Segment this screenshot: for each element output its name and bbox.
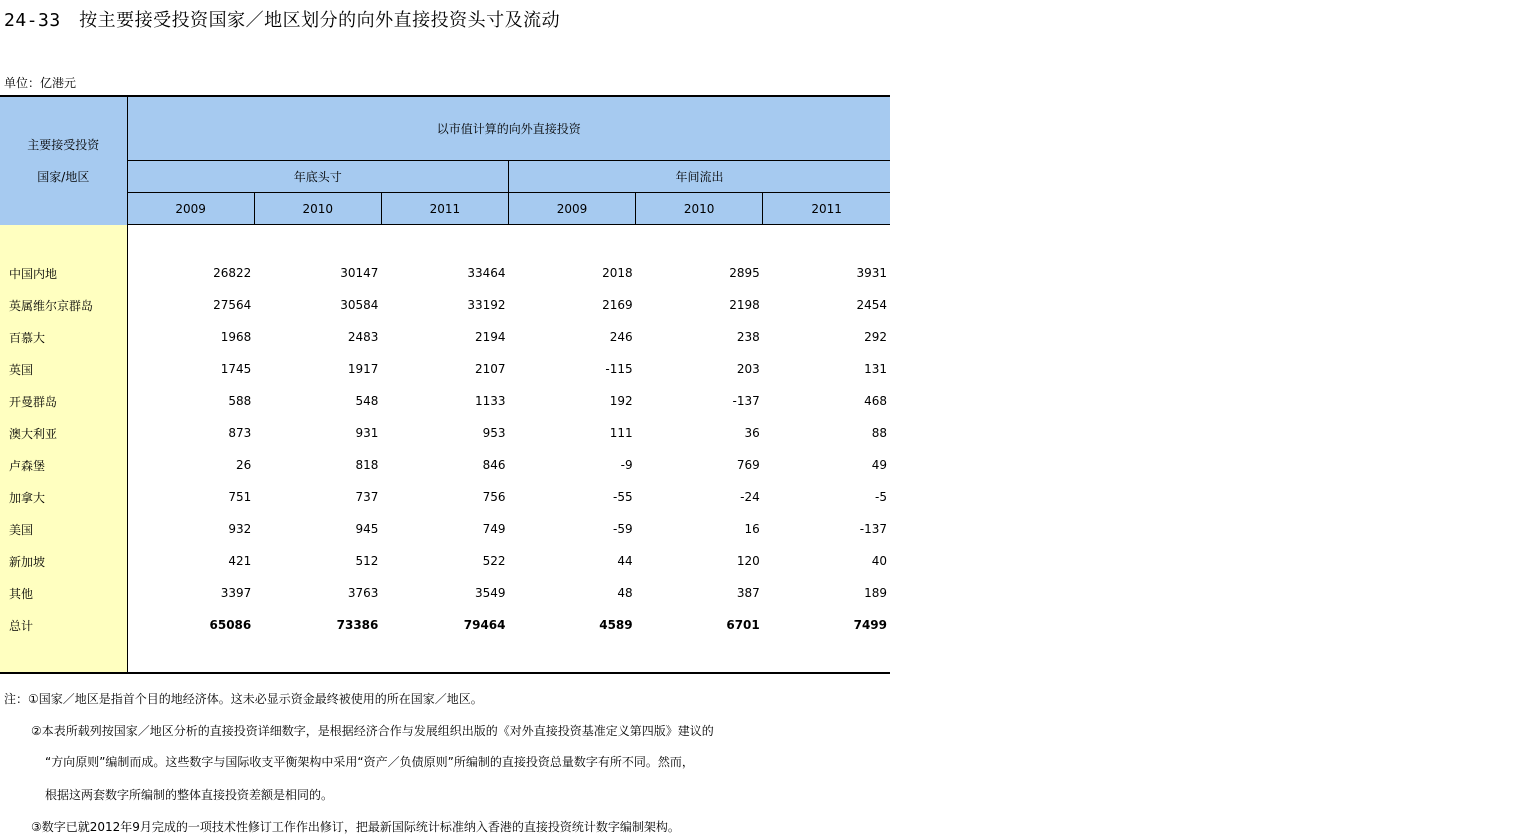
group-header-flow: 年间流出	[509, 161, 891, 193]
value-cell: 3397	[220, 586, 252, 600]
table-row	[0, 385, 890, 417]
year-header: 2011	[381, 193, 508, 225]
value-cell: 2198	[729, 298, 760, 312]
table-row	[0, 577, 890, 609]
value-cell: 131	[864, 362, 887, 376]
total-cell: 73386	[336, 618, 379, 632]
total-cell: 65086	[209, 618, 252, 632]
value-cell: 756	[482, 490, 506, 504]
value-cell: 2194	[474, 330, 506, 344]
unit-label: 单位：亿港元	[4, 76, 77, 90]
value-cell: -5	[875, 490, 887, 504]
value-cell: 769	[736, 458, 760, 472]
value-cell: 36	[744, 426, 760, 440]
value-cell: 588	[228, 394, 252, 408]
table-row	[0, 289, 890, 321]
corner-header-line2: 国家/地区	[37, 169, 90, 184]
value-cell: -9	[620, 458, 633, 472]
total-cell: 79464	[463, 618, 506, 632]
value-cell: 88	[871, 426, 887, 440]
table-row	[0, 257, 890, 289]
value-cell: 1745	[220, 362, 252, 376]
value-cell: 387	[736, 586, 760, 600]
value-cell: 1968	[220, 330, 252, 344]
note-2-cont: 根据这两套数字所编制的整体直接投资差额是相同的。	[45, 788, 334, 802]
value-cell: 846	[482, 458, 506, 472]
value-cell: 751	[228, 490, 252, 504]
group-header-main: 以市值计算的向外直接投资	[127, 96, 890, 161]
value-cell: 468	[864, 394, 887, 408]
table-row	[0, 481, 890, 513]
value-cell: 33464	[467, 266, 506, 280]
value-cell: 16	[744, 522, 760, 536]
value-cell: -137	[732, 394, 760, 408]
spacer-row	[0, 225, 890, 258]
year-header: 2009	[127, 193, 254, 225]
group-header-stock: 年底头寸	[127, 161, 508, 193]
year-header: 2010	[254, 193, 381, 225]
value-cell: 48	[617, 586, 633, 600]
table-row	[0, 417, 890, 449]
table-row	[0, 353, 890, 385]
value-cell: 203	[736, 362, 760, 376]
value-cell: 189	[864, 586, 887, 600]
value-cell: 2018	[602, 266, 633, 280]
value-cell: 749	[482, 522, 506, 536]
row-label: 百慕大	[0, 321, 127, 353]
value-cell: 30584	[340, 298, 379, 312]
table-row	[0, 321, 890, 353]
row-label: 其他	[0, 577, 127, 609]
value-cell: 2483	[347, 330, 379, 344]
value-cell: 2169	[602, 298, 633, 312]
year-header: 2009	[509, 193, 636, 225]
value-cell: -55	[613, 490, 633, 504]
value-cell: 44	[617, 554, 633, 568]
value-cell: 3549	[474, 586, 506, 600]
value-cell: 120	[736, 554, 760, 568]
total-cell: 4589	[599, 618, 633, 632]
value-cell: 512	[355, 554, 379, 568]
total-row	[0, 609, 890, 641]
value-cell: 818	[355, 458, 379, 472]
value-cell: 192	[609, 394, 633, 408]
value-cell: 1917	[347, 362, 379, 376]
note-3: ③数字已就2012年9月完成的一项技术性修订工作作出修订，把最新国际统计标准纳入香港的直接投资统计数字编制架构。	[31, 820, 680, 834]
year-header: 2010	[636, 193, 763, 225]
value-cell: 931	[355, 426, 379, 440]
value-cell: 522	[482, 554, 506, 568]
value-cell: 30147	[340, 266, 379, 280]
year-header: 2011	[763, 193, 890, 225]
value-cell: -24	[740, 490, 760, 504]
row-label: 美国	[0, 513, 127, 545]
value-cell: 548	[355, 394, 379, 408]
value-cell: 1133	[474, 394, 506, 408]
row-label: 开曼群岛	[0, 385, 127, 417]
value-cell: 932	[228, 522, 252, 536]
value-cell: 238	[736, 330, 760, 344]
value-cell: 33192	[467, 298, 506, 312]
value-cell: 111	[609, 426, 633, 440]
value-cell: -59	[613, 522, 633, 536]
row-label: 澳大利亚	[0, 417, 127, 449]
row-label: 英国	[0, 353, 127, 385]
total-label: 总计	[0, 609, 127, 641]
value-cell: 2454	[856, 298, 887, 312]
row-label: 新加坡	[0, 545, 127, 577]
value-cell: 26	[235, 458, 252, 472]
value-cell: -137	[859, 522, 887, 536]
value-cell: 421	[228, 554, 252, 568]
row-label: 中国内地	[0, 257, 127, 289]
table-row	[0, 545, 890, 577]
table-row	[0, 449, 890, 481]
spacer-row	[0, 641, 890, 673]
total-cell: 7499	[853, 618, 887, 632]
corner-header	[0, 96, 127, 225]
table-row	[0, 513, 890, 545]
value-cell: 737	[355, 490, 379, 504]
value-cell: 945	[355, 522, 379, 536]
total-cell: 6701	[726, 618, 760, 632]
page-title: 24-33 按主要接受投资国家／地区划分的向外直接投资头寸及流动	[4, 10, 561, 31]
note-2-cont: “方向原则”编制而成。这些数字与国际收支平衡架构中采用“资产／负债原则”所编制的直接投资总量数字有所不同。然而，	[45, 755, 694, 769]
value-cell: 3763	[347, 586, 379, 600]
value-cell: 246	[609, 330, 633, 344]
value-cell: -115	[605, 362, 633, 376]
corner-header-line1: 主要接受投资	[27, 137, 100, 152]
investment-table	[0, 95, 890, 674]
row-label: 英属维尔京群岛	[0, 289, 127, 321]
value-cell: 3931	[856, 266, 887, 280]
value-cell: 26822	[213, 266, 252, 280]
value-cell: 49	[871, 458, 887, 472]
note-2: ②本表所载列按国家／地区分析的直接投资详细数字，是根据经济合作与发展组织出版的《对外直接投资基准定义第四版》建议的	[31, 724, 714, 738]
value-cell: 2895	[729, 266, 760, 280]
value-cell: 873	[228, 426, 252, 440]
row-label: 加拿大	[0, 481, 127, 513]
row-label: 卢森堡	[0, 449, 127, 481]
value-cell: 953	[482, 426, 506, 440]
note-1: 注：①国家／地区是指首个目的地经济体。这未必显示资金最终被使用的所在国家／地区。	[4, 692, 483, 706]
value-cell: 292	[864, 330, 887, 344]
value-cell: 40	[871, 554, 887, 568]
value-cell: 2107	[474, 362, 506, 376]
value-cell: 27564	[213, 298, 252, 312]
